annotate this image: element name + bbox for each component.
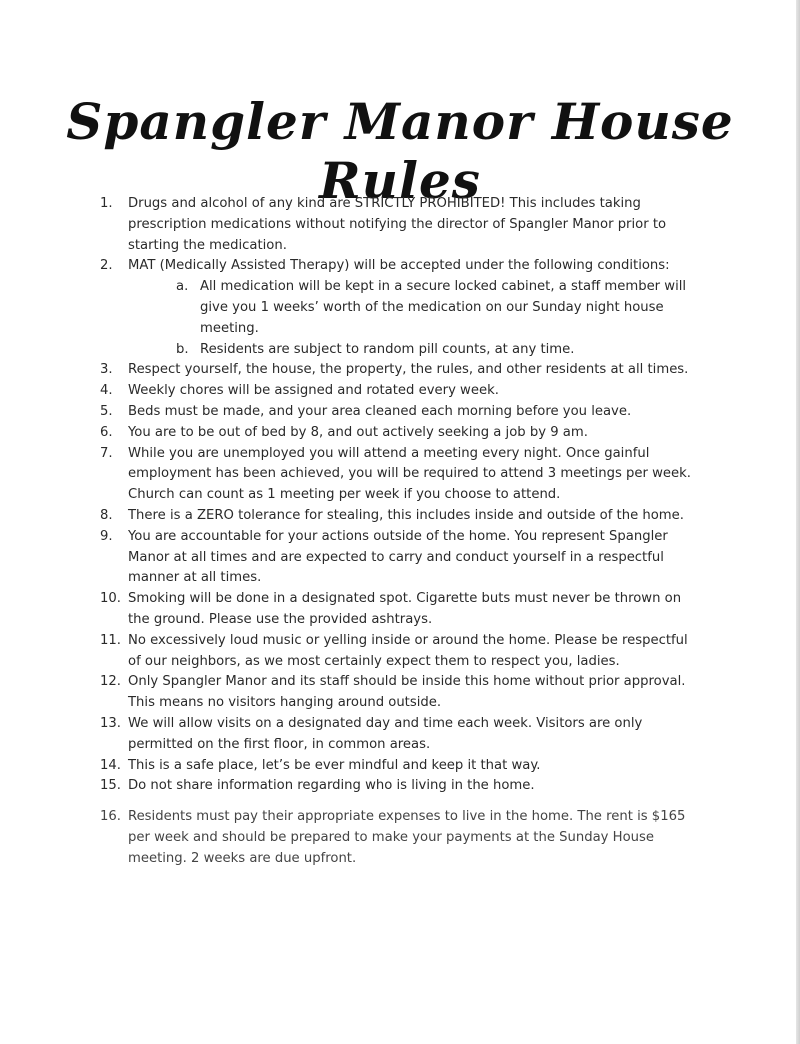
rule-sublist bbox=[128, 277, 700, 360]
rule-text: Drugs and alcohol of any kind are STRICTLY PROHIBITED! This includes taking prescription medications without notifying the director of Spangler Manor prior to starting the medication. bbox=[128, 196, 667, 253]
rule-number: 13. bbox=[100, 715, 121, 731]
rule-item-11 bbox=[100, 631, 700, 673]
rule-number: 15. bbox=[100, 778, 121, 794]
rule-number: 1. bbox=[100, 196, 113, 211]
rule-item-1 bbox=[100, 194, 700, 256]
rule-number: 14. bbox=[100, 757, 121, 773]
rule-number: 12. bbox=[100, 674, 121, 690]
rule-item-6 bbox=[100, 423, 700, 444]
rule-number: 5. bbox=[100, 403, 113, 419]
rule-item-10 bbox=[100, 589, 700, 631]
rule-number: 4. bbox=[100, 383, 113, 399]
rule-item-13 bbox=[100, 714, 700, 756]
rule-number: 7. bbox=[100, 445, 113, 461]
rule-item-12 bbox=[100, 672, 700, 714]
rule-item-9 bbox=[100, 527, 700, 589]
rule-text: We will allow visits on a designated day and time each week. Visitors are only permitted on the first floor, in common areas. bbox=[128, 715, 643, 752]
page-title: Spangler Manor House Rules bbox=[66, 92, 734, 210]
rule-text: You are accountable for your actions outside of the home. You represent Spangler Manor at all times and are expected to carry and conduct yourself in a respectful manner at all times. bbox=[128, 528, 668, 586]
rules-list bbox=[100, 194, 700, 870]
rule-number: 10. bbox=[100, 591, 121, 607]
rule-text: You are to be out of bed by 8, and out actively seeking a job by 9 am. bbox=[128, 424, 588, 440]
subrule-letter: b. bbox=[176, 341, 189, 357]
rule-text: While you are unemployed you will attend a meeting every night. Once gainful employment has been achieved, you will be required to attend 3 meetings per week. Church can count as 1 meeting per week if you choose to attend. bbox=[128, 445, 691, 503]
rule-text: Only Spangler Manor and its staff should be inside this home without prior approval. This means no visitors hanging around outside. bbox=[128, 674, 686, 711]
rule-text: MAT (Medically Assisted Therapy) will be accepted under the following conditions: bbox=[128, 258, 670, 274]
rule-text: Beds must be made, and your area cleaned each morning before you leave. bbox=[128, 403, 632, 419]
subrule-item-b bbox=[176, 340, 700, 361]
rule-text: Residents must pay their appropriate expenses to live in the home. The rent is $165 per week and should be prepared to make your payments at the Sunday House meeting. 2 weeks are due upfront. bbox=[128, 809, 686, 866]
rule-text: Do not share information regarding who is living in the home. bbox=[128, 778, 535, 794]
rule-text: This is a safe place, let’s be ever mindful and keep it that way. bbox=[128, 757, 541, 773]
rule-number: 3. bbox=[100, 362, 113, 378]
rule-number: 9. bbox=[100, 528, 113, 544]
rule-text: There is a ZERO tolerance for stealing, this includes inside and outside of the home. bbox=[128, 507, 684, 523]
subrule-item-a bbox=[176, 277, 700, 339]
rule-item-2 bbox=[100, 256, 700, 360]
rule-text-container bbox=[128, 256, 700, 360]
rule-number: 16. bbox=[100, 809, 121, 825]
subrule-letter: a. bbox=[176, 279, 189, 295]
rule-number: 2. bbox=[100, 258, 113, 274]
rule-number: 6. bbox=[100, 424, 113, 440]
rule-item-5 bbox=[100, 402, 700, 423]
subrule-text: All medication will be kept in a secure locked cabinet, a staff member will give you 1 weeks’ worth of the medication on our Sunday night house meeting. bbox=[200, 279, 687, 336]
rule-text: No excessively loud music or yelling inside or around the home. Please be respectful of our neighbors, as we most certainly expect them to respect you, ladies. bbox=[128, 632, 688, 669]
rule-text: Respect yourself, the house, the property, the rules, and other residents at all times. bbox=[128, 362, 689, 378]
rule-number: 11. bbox=[100, 632, 121, 648]
rule-number: 8. bbox=[100, 507, 113, 523]
rule-item-14 bbox=[100, 756, 700, 777]
rule-item-7 bbox=[100, 444, 700, 506]
rule-text: Smoking will be done in a designated spot. Cigarette buts must never be thrown on the ground. Please use the provided ashtrays. bbox=[128, 591, 682, 627]
rule-item-8 bbox=[100, 506, 700, 527]
rule-item-15 bbox=[100, 776, 700, 797]
rule-item-4 bbox=[100, 381, 700, 402]
rule-item-3 bbox=[100, 360, 700, 381]
rule-item-16 bbox=[100, 807, 700, 869]
rule-text: Weekly chores will be assigned and rotated every week. bbox=[128, 383, 499, 399]
subrule-text: Residents are subject to random pill counts, at any time. bbox=[200, 341, 575, 357]
